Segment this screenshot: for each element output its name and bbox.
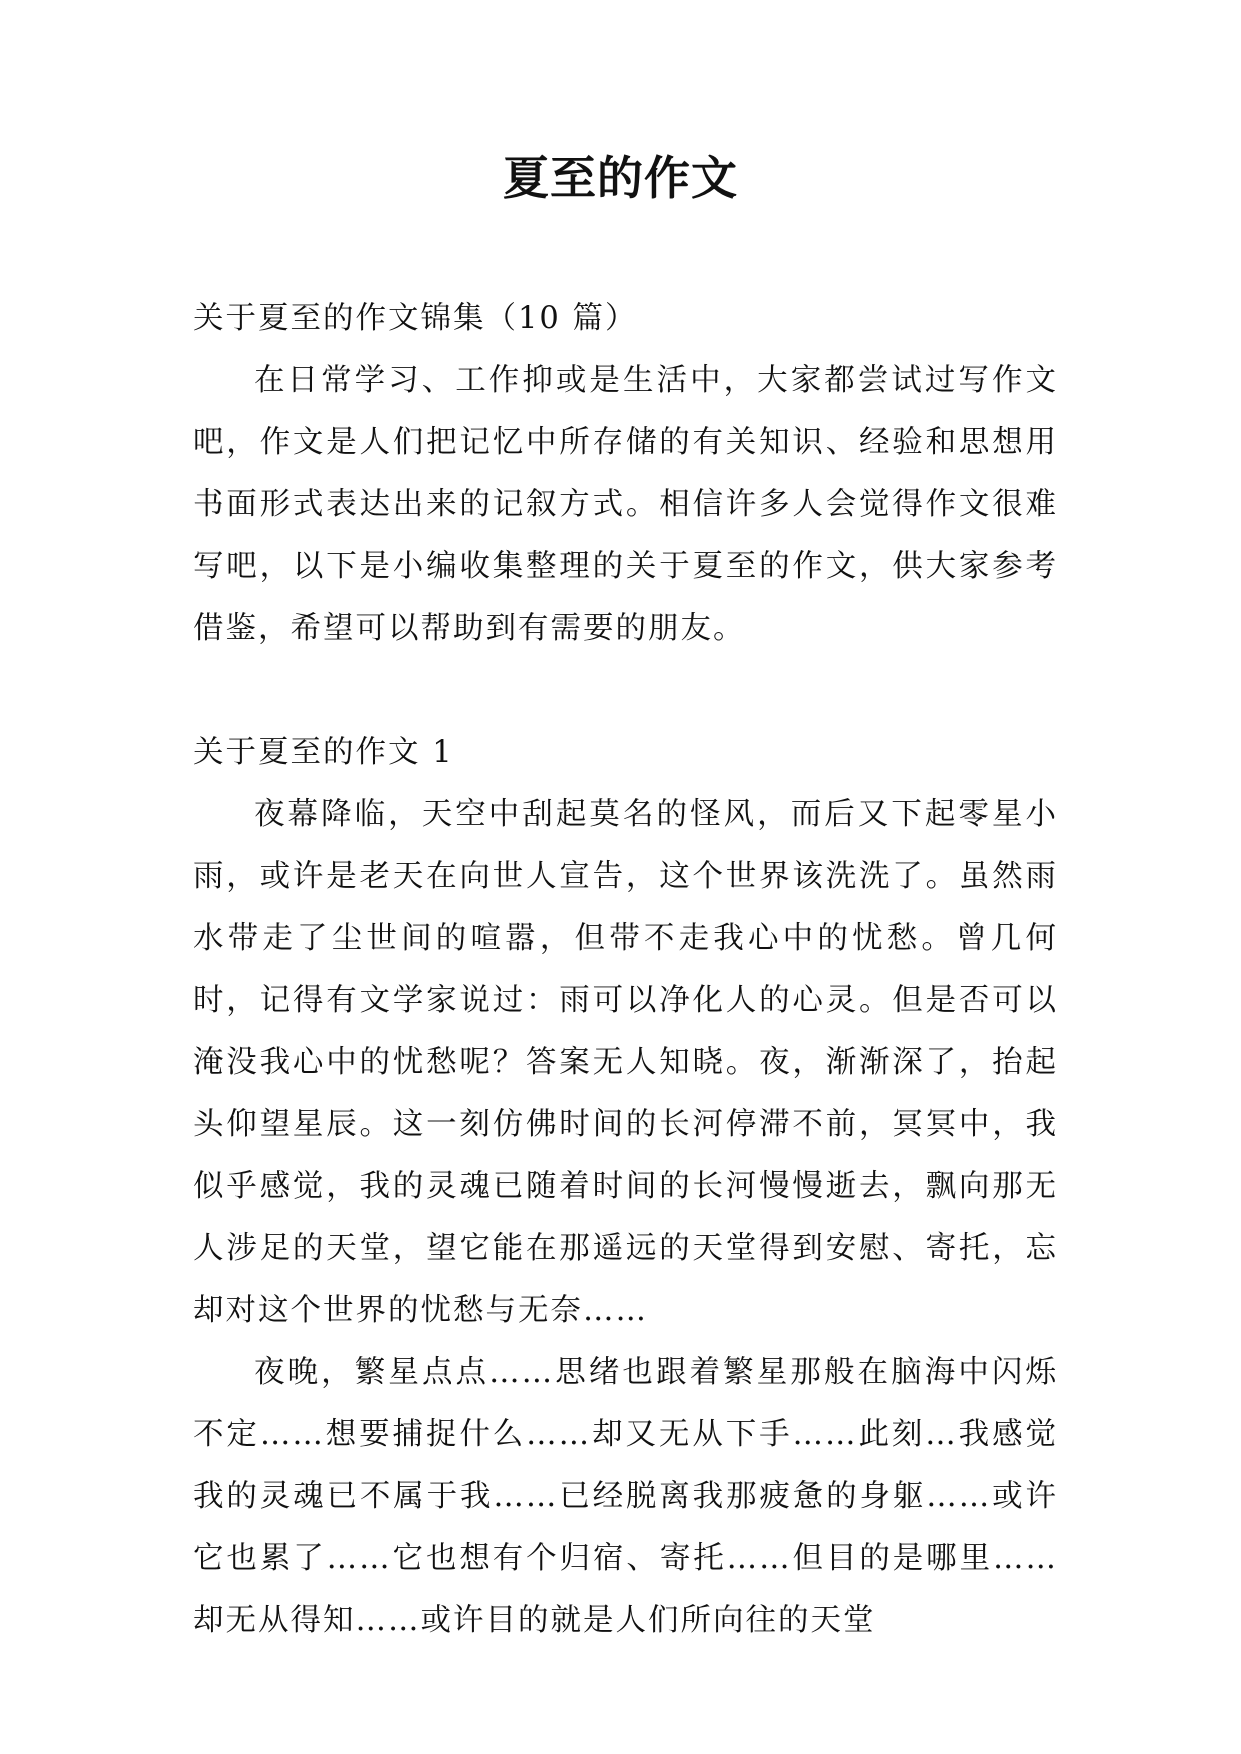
section-heading-1: 关于夏至的作文 1 bbox=[193, 735, 454, 770]
section-1-paragraph-1: 夜幕降临，天空中刮起莫名的怪风，而后又下起零星小雨，或许是老天在向世人宣告，这个世界该洗洗了。虽然雨水带走了尘世间的喧嚣，但带不走我心中的忧愁。曾几何时，记得有文学家说过：雨可以净化人的心灵。但是否可以淹没我心中的忧愁呢？答案无人知晓。夜，渐渐深了，抬起头仰望星辰。这一刻仿佛时间的长河停滞不前，冥冥中，我似乎感觉，我的灵魂已随着时间的长河慢慢逝去，飘向那无人涉足的天堂，望它能在那遥远的天堂得到安慰、寄托，忘却对这个世界的忧愁与无奈…… bbox=[193, 797, 1058, 1328]
section-1-paragraph-2: 夜晚，繁星点点……思绪也跟着繁星那般在脑海中闪烁不定……想要捕捉什么……却又无从下手……此刻…我感觉我的灵魂已不属于我……已经脱离我那疲惫的身躯……或许它也累了……它也想有个归宿、寄托……但目的是哪里……却无从得知……或许目的就是人们所向往的天堂 bbox=[193, 1355, 1058, 1638]
collection-subtitle: 关于夏至的作文锦集（10 篇） bbox=[193, 301, 638, 336]
document-body bbox=[193, 288, 1058, 1652]
document-title: 夏至的作文 bbox=[503, 151, 738, 205]
intro-paragraph: 在日常学习、工作抑或是生活中，大家都尝试过写作文吧，作文是人们把记忆中所存储的有关知识、经验和思想用书面形式表达出来的记叙方式。相信许多人会觉得作文很难写吧，以下是小编收集整理的关于夏至的作文，供大家参考借鉴，希望可以帮助到有需要的朋友。 bbox=[193, 363, 1058, 646]
section-spacer bbox=[193, 660, 1058, 722]
